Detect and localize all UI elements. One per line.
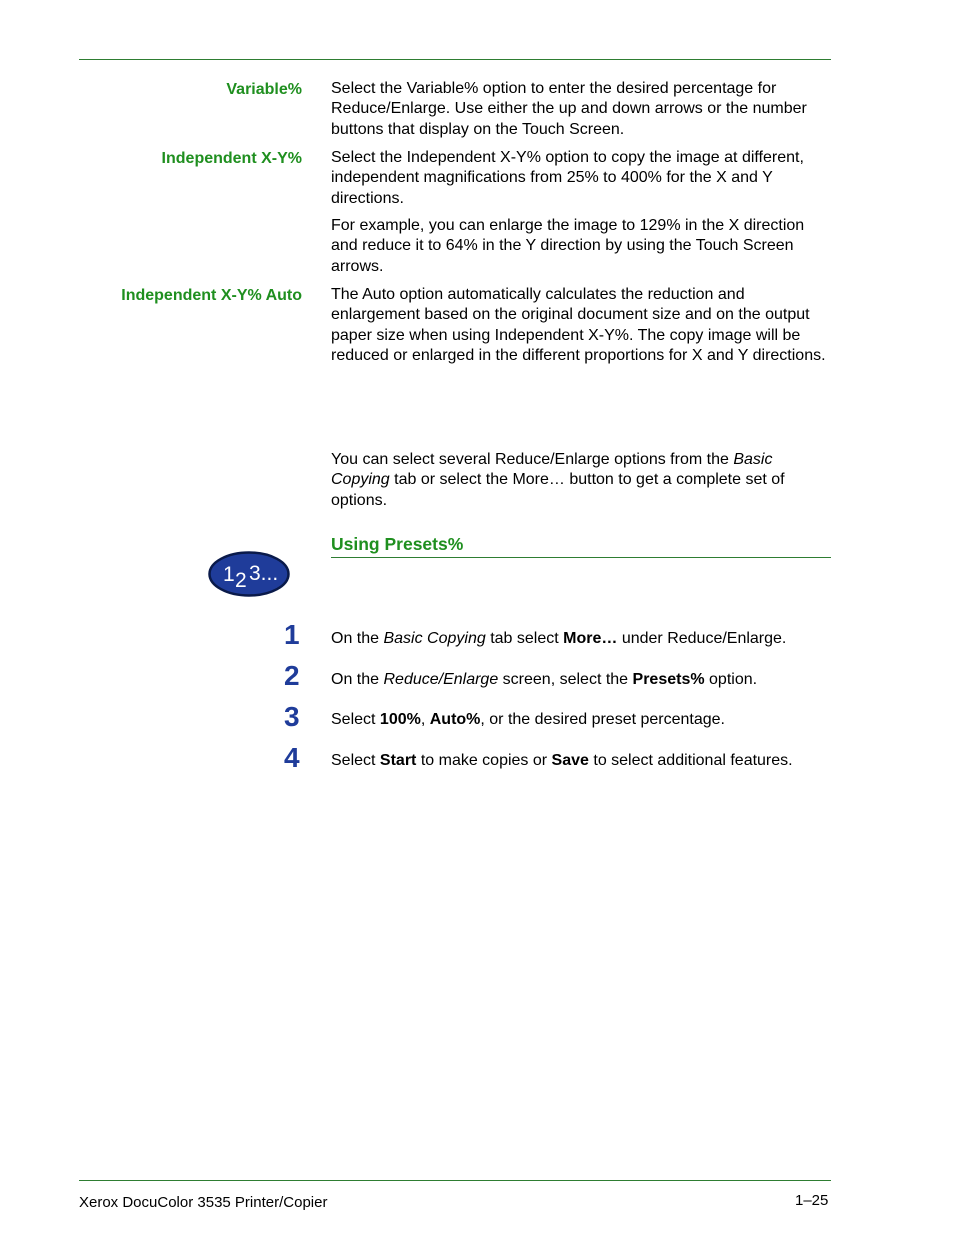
step-text [331, 710, 851, 730]
definition-variable: Select the Variable% option to enter the desired percentage for Reduce/Enlarge. Use either the up and down arrows or the number buttons that display on the Touch Screen. [331, 80, 807, 138]
footer-rule [79, 1180, 831, 1181]
step-text-run: Presets% [632, 671, 705, 688]
step-text-run: Basic Copying [383, 630, 486, 647]
step-text-run: under Reduce/Enlarge. [617, 630, 787, 647]
definition-independent-xy: Select the Independent X-Y% option to copy the image at different, independent magnifications from 25% to 400% for the X and Y directions. [331, 149, 804, 207]
step-text-run: option. [704, 671, 758, 688]
step-text-run: to select additional features. [588, 752, 793, 769]
step-text-run: On the [331, 671, 384, 688]
step-text-run: tab select [485, 630, 564, 647]
step-text [331, 670, 851, 690]
steps-badge-icon [208, 551, 290, 597]
footer-page-number: 1–25 [795, 1192, 829, 1209]
intro-italic: Basic Copying [331, 451, 773, 489]
step-text [331, 629, 851, 649]
step-text-run: Select [331, 711, 380, 728]
step-text-run: Reduce/Enlarge [383, 671, 499, 688]
footer-title: Xerox DocuColor 3535 Printer/Copier [79, 1194, 328, 1211]
step-text-run: screen, select the [498, 671, 633, 688]
step-text [331, 751, 851, 771]
step-text-run: Select [331, 752, 380, 769]
step-text-run: 100% [379, 711, 421, 728]
top-rule [79, 59, 831, 60]
definition-independent-xy-example: For example, you can enlarge the image to 129% in the X direction and reduce it to 64% in the Y direction by using the Touch Screen arrows. [331, 217, 805, 275]
term-variable: Variable% [226, 81, 302, 98]
step-text-run: , [420, 711, 430, 728]
term-independent-xy-auto: Independent X-Y% Auto [121, 287, 302, 304]
intro-part1: You can select several Reduce/Enlarge options from the [331, 451, 734, 468]
step-text-run: Start [379, 752, 417, 769]
badge-digit-2: 2 [235, 569, 247, 592]
step-number: 3 [284, 701, 300, 732]
section-title: Using Presets% [331, 534, 464, 554]
term-independent-xy: Independent X-Y% [161, 150, 302, 167]
step-text-run: On the [331, 630, 384, 647]
step-number: 2 [284, 660, 300, 691]
intro-paragraph [331, 450, 831, 511]
badge-digit-1: 1 [223, 563, 235, 586]
definition-independent-xy-auto: The Auto option automatically calculates the reduction and enlargement based on the original document size and on the output paper size when using Independent X-Y%. The copy image will be reduced or enlarged in the different proportions for X and Y directions. [331, 286, 826, 364]
section-rule [331, 557, 831, 558]
step-text-run: , or the desired preset percentage. [480, 711, 725, 728]
step-text-run: Auto% [429, 711, 481, 728]
step-number: 4 [284, 742, 300, 773]
intro-part2: tab or select the More… button to get a complete set of options. [331, 471, 785, 509]
step-text-run: More… [563, 630, 618, 647]
badge-digit-3: 3... [249, 562, 279, 585]
step-text-run: Save [551, 752, 589, 769]
step-number: 1 [284, 619, 300, 650]
step-text-run: to make copies or [416, 752, 552, 769]
